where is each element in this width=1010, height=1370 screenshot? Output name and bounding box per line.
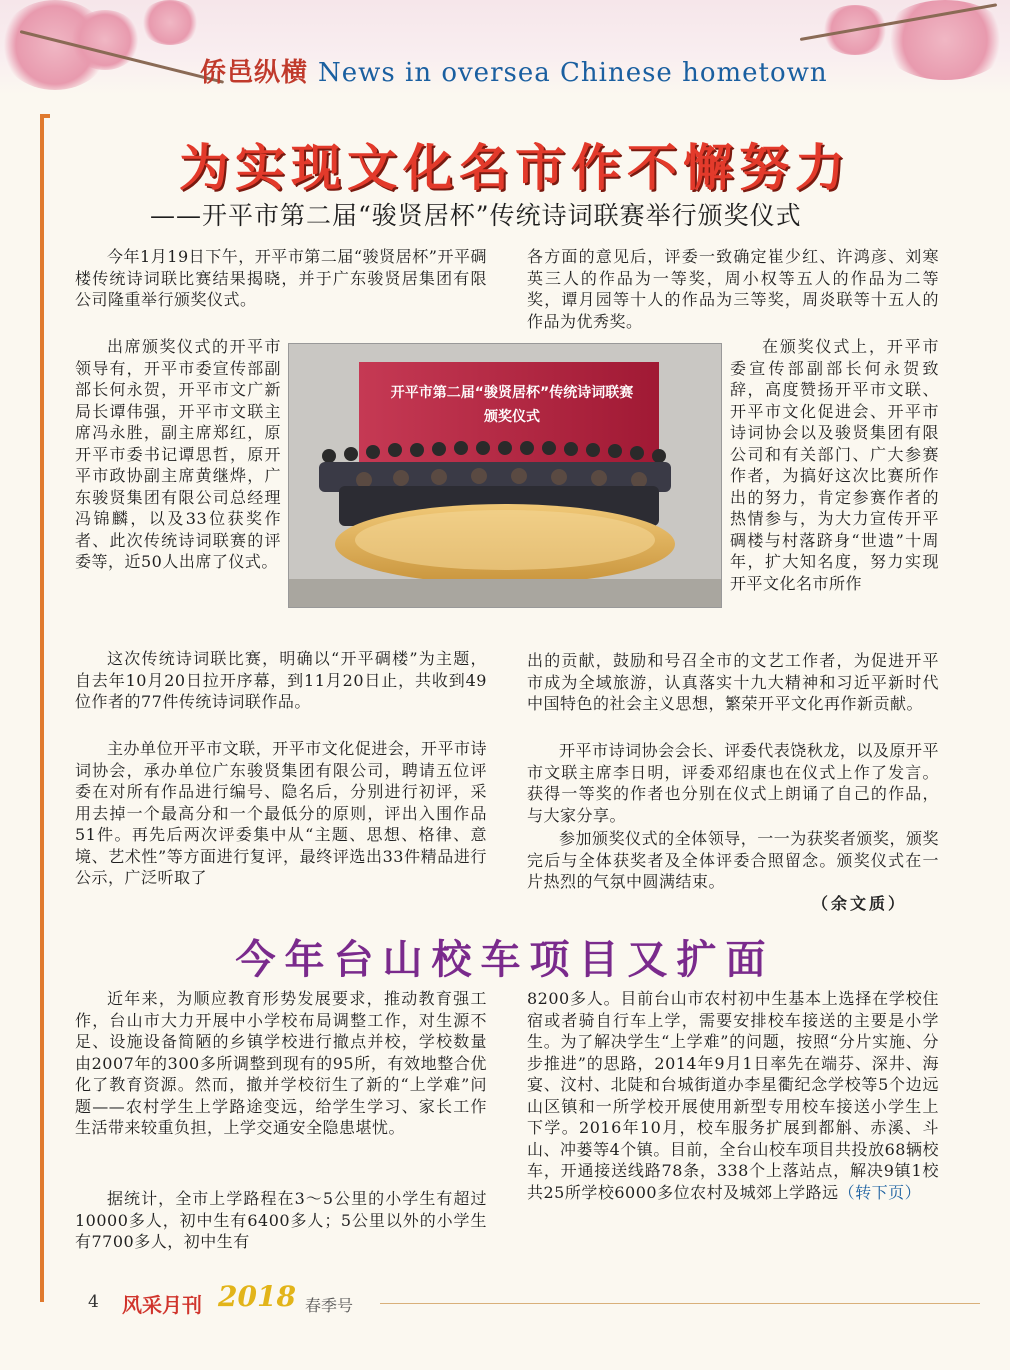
issue-year: 2018 <box>218 1280 296 1313</box>
page-footer <box>80 1280 980 1318</box>
margin-rule <box>40 114 44 1302</box>
photo-backdrop-sub: 颁奖仪式 <box>484 409 540 425</box>
article-paragraph: 近年来，为顺应教育形势发展要求，推动教育强工作，台山市大力开展中小学校布局调整工作，对生源不足、设施设备简陋的乡镇学校进行撤点并校，学校数量由2007年的300多所调整到现有的95所，有效地整合优化了教育资源。然而，撤并学校衍生了新的“上学难”问题——农村学生上学路途变远，给学生学习、家长工作生活带来较重负担，上学交通安全隐患堪忧。 <box>75 989 487 1137</box>
article-paragraph: 出的贡献，鼓励和号召全市的文艺工作者，为促进开平市成为全域旅游，认真落实十九大精神和习近平新时代中国特色的社会主义思想，繁荣开平文化再作新贡献。 <box>527 651 939 713</box>
article-paragraph: 各方面的意见后，评委一致确定崔少红、许鸿彦、刘寒英三人的作品为一等奖，周小权等五人的作品为二等奖，谭月园等十人的作品为三等奖，周炎联等十五人的作品为优秀奖。 <box>527 247 939 331</box>
article-paragraph: 主办单位开平市文联，开平市文化促进会，开平市诗词协会，承办单位广东骏贤集团有限公司，聘请五位评委在对所有作品进行编号、隐名后，分别进行初评，采用去掉一个最高分和一个最低分的原则，评出入围作品51件。再先后两次评委集中从“主题、思想、格律、意境、艺术性”等方面进行复评，最终评选出33件精品进行公示，广泛听取了 <box>75 739 487 887</box>
footer-rule <box>380 1303 980 1304</box>
article-paragraph: 据统计，全市上学路程在3～5公里的小学生有超过10000多人，初中生有6400多人；5公里以外的小学生有7700多人，初中生有 <box>75 1189 487 1251</box>
blossom-decoration <box>140 0 200 45</box>
article-title: 为实现文化名市作不懈努力 <box>179 139 851 197</box>
article-paragraph <box>527 988 939 1203</box>
article-paragraph: 参加颁奖仪式的全体领导，一一为获奖者颁奖，颁奖完后与全体获奖者及全体评委合照留念。颁奖仪式在一片热烈的气氛中圆满结束。 <box>527 829 939 891</box>
blossom-decoration <box>70 10 140 70</box>
photo-backdrop-title: 开平市第二届“骏贤居杯”传统诗词联赛 <box>390 385 634 401</box>
article-paragraph: 开平市诗词协会会长、评委代表饶秋龙，以及原开平市文联主席李日明，评委邓绍康也在仪式上作了发言。获得一等奖的作者也分别在仪式上朗诵了自己的作品，与大家分享。 <box>527 741 939 825</box>
header-banner <box>0 0 1010 95</box>
section-header-cn: 侨邑纵横 <box>200 58 309 88</box>
ceremony-photo <box>288 343 722 608</box>
page-number: 4 <box>88 1292 99 1312</box>
article-author: （余文质） <box>812 894 908 913</box>
article-paragraph: 这次传统诗词联比赛，明确以“开平碉楼”为主题，自去年10月20日拉开序幕，到11月20日止，共收到49位作者的77件传统诗词联作品。 <box>75 649 487 711</box>
article-paragraph-text: 8200多人。目前台山市农村初中生基本上选择在学校住宿或者骑自行车上学，需要安排校车接送的主要是小学生。为了解决学生“上学难”的问题，按照“分片实施、分步推进”的思路，2014年9月1日率先在端芬、深井、海宴、汶村、北陡和台城街道办李星衢纪念学校等5个边远山区镇和一所学校开展使用新型专用校车接送小学生上下学。2016年10月，校车服务扩展到都斛、赤溪、斗山、冲蒌等4个镇。目前，全台山校车项目共投放68辆校车，开通接送线路78条，338个上落站点，解决9镇1校共25所学校6000多位农村及城郊上学路远 <box>527 989 939 1202</box>
issue-season: 春季号 <box>305 1296 354 1315</box>
article-title: 今年台山校车项目又扩面 <box>235 937 775 983</box>
article-paragraph: 在颁奖仪式上，开平市委宣传部副部长何永贺致辞，高度赞扬开平市文联、开平市文化促进会、开平市诗词协会以及骏贤集团有限公司和有关部门、广大参赛作者，为搞好这次比赛所作出的努力，肯定参赛作者的热情参与，为大力宣传开平碉楼与村落跻身“世遗”十周年，扩大知名度，努力实现开平文化名市所作 <box>730 337 939 593</box>
article-subtitle: ——开平市第二届“骏贤居杯”传统诗词联赛举行颁奖仪式 <box>150 201 802 230</box>
margin-rule-cap <box>40 114 50 118</box>
article-paragraph: 出席颁奖仪式的开平市领导有，开平市委宣传部副部长何永贺，开平市文广新局长谭伟强，开平市文联主席冯永胜，副主席郑红，原开平市委书记谭思哲，原开平市政协副主席黄继烨，广东骏贤集团有限公司总经理冯锦麟，以及33位获奖作者、此次传统诗词联赛的评委等，近50人出席了仪式。 <box>75 337 281 571</box>
continue-link[interactable]: （转下页） <box>838 1182 922 1202</box>
magazine-name: 风采月刊 <box>122 1293 202 1317</box>
section-header <box>200 52 828 89</box>
article-paragraph: 今年1月19日下午，开平市第二届“骏贤居杯”开平碉楼传统诗词联比赛结果揭晓，并于广东骏贤居集团有限公司隆重举行颁奖仪式。 <box>75 247 487 309</box>
section-header-en: News in oversea Chinese hometown <box>318 58 828 88</box>
